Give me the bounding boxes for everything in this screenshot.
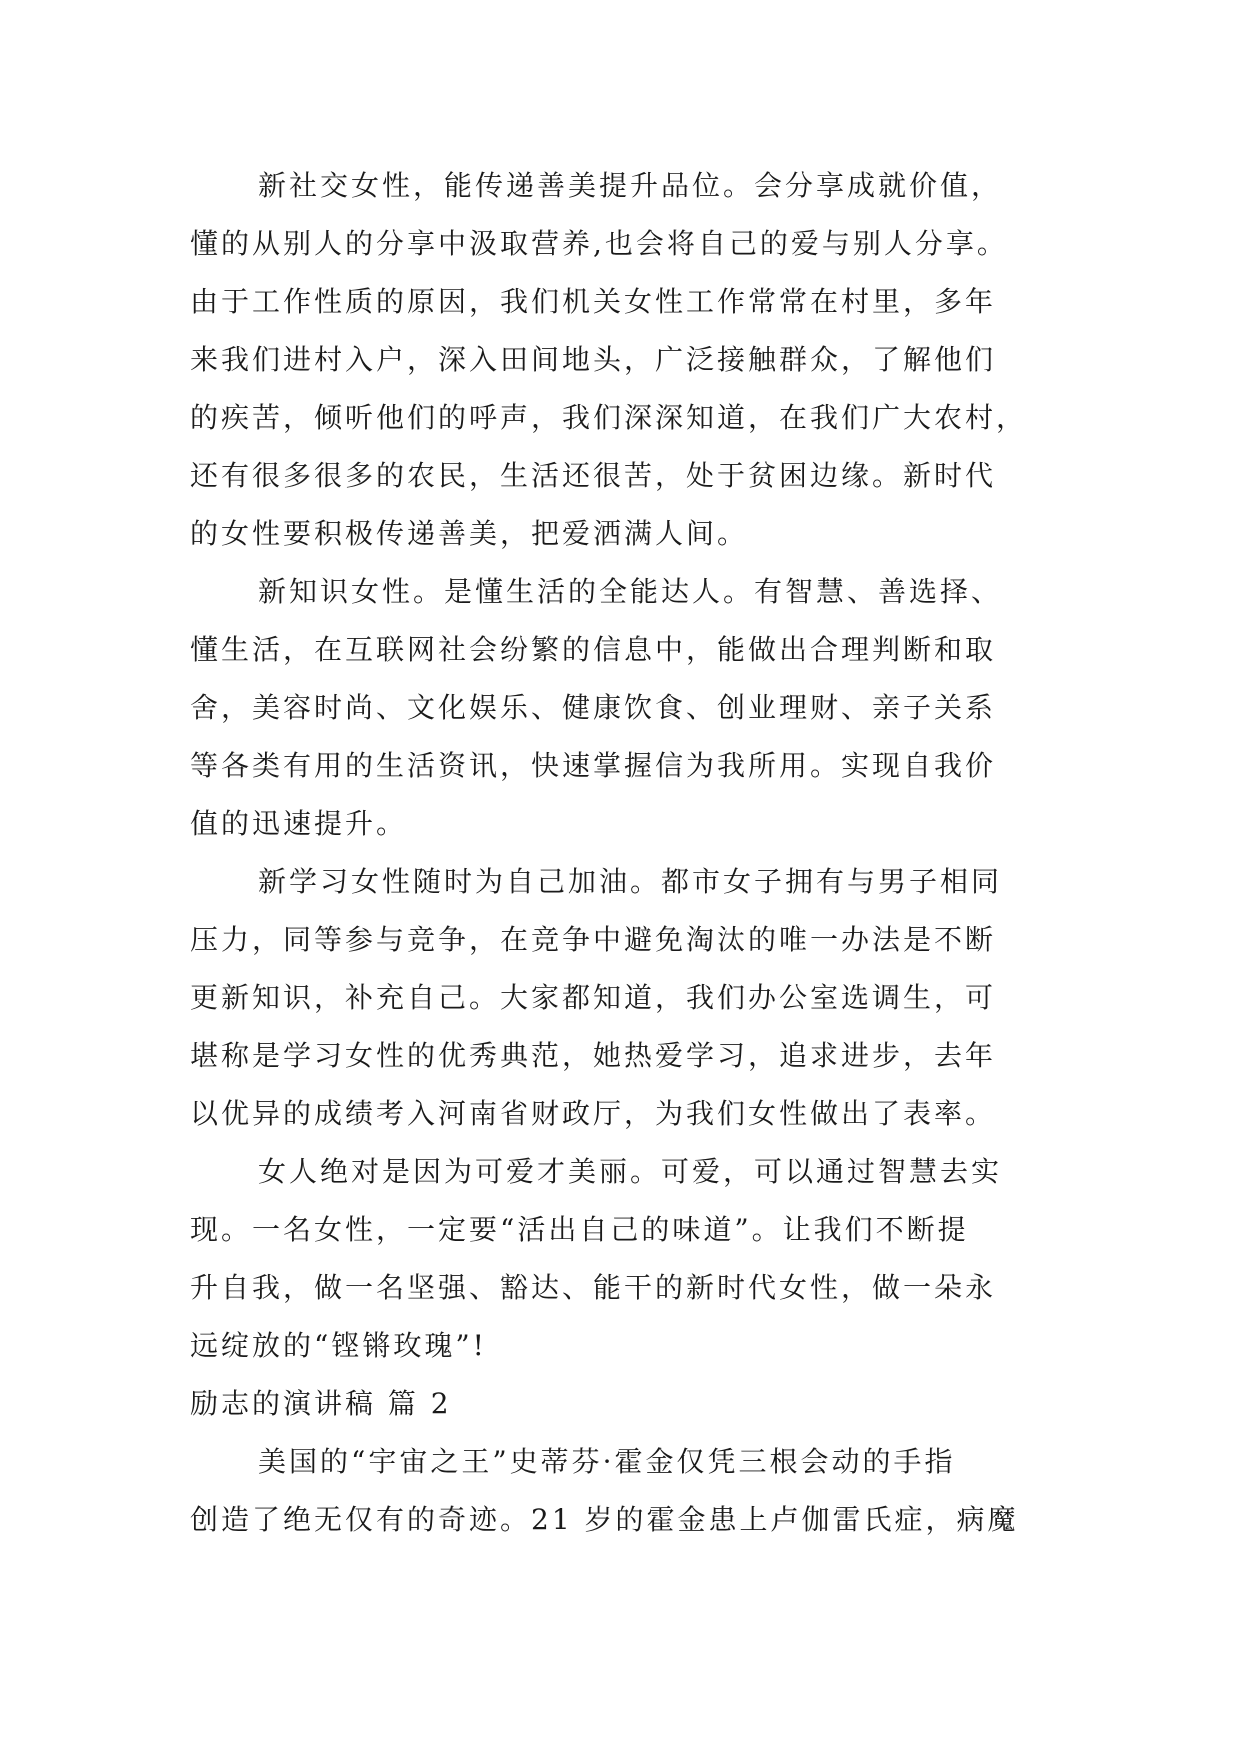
- paragraph-line: 新学习女性随时为自己加油。都市女子拥有与男子相同: [258, 865, 1003, 898]
- paragraph-line: 现。一名女性，一定要“活出自己的味道”。让我们不断提: [190, 1213, 969, 1246]
- paragraph-line: 等各类有用的生活资讯，快速掌握信为我所用。实现自我价: [190, 749, 997, 782]
- paragraph-line: 懂的从别人的分享中汲取营养,也会将自己的爱与别人分享。: [190, 227, 1008, 260]
- paragraph-line: 懂生活，在互联网社会纷繁的信息中，能做出合理判断和取: [190, 633, 997, 666]
- paragraph-line: 远绽放的“铿锵玫瑰”!: [190, 1329, 487, 1362]
- paragraph-line: 升自我，做一名坚强、豁达、能干的新时代女性，做一朵永: [190, 1271, 997, 1304]
- paragraph-line: 新社交女性，能传递善美提升品位。会分享成就价值，: [258, 169, 1003, 202]
- paragraph-line: 的疾苦，倾听他们的呼声，我们深深知道，在我们广大农村，: [190, 401, 1028, 434]
- paragraph-line: 还有很多很多的农民，生活还很苦，处于贫困边缘。新时代: [190, 459, 997, 492]
- paragraph-line: 美国的“宇宙之王”史蒂芬·霍金仅凭三根会动的手指: [258, 1445, 956, 1478]
- paragraph-line: 值的迅速提升。: [190, 807, 408, 840]
- paragraph-line: 来我们进村入户，深入田间地头，广泛接触群众，了解他们: [190, 343, 997, 376]
- paragraph-line: 新知识女性。是懂生活的全能达人。有智慧、善选择、: [258, 575, 1003, 608]
- paragraph-line: 堪称是学习女性的优秀典范，她热爱学习，追求进步，去年: [190, 1039, 997, 1072]
- paragraph-line: 更新知识，补充自己。大家都知道，我们办公室选调生，可: [190, 981, 997, 1014]
- paragraph-line: 由于工作性质的原因，我们机关女性工作常常在村里，多年: [190, 285, 997, 318]
- paragraph-line: 创造了绝无仅有的奇迹。21 岁的霍金患上卢伽雷氏症，病魔: [190, 1503, 1019, 1536]
- paragraph-line: 以优异的成绩考入河南省财政厅，为我们女性做出了表率。: [190, 1097, 997, 1130]
- paragraph-line: 压力，同等参与竞争，在竞争中避免淘汰的唯一办法是不断: [190, 923, 997, 956]
- paragraph-line: 舍，美容时尚、文化娱乐、健康饮食、创业理财、亲子关系: [190, 691, 997, 724]
- paragraph-line: 的女性要积极传递善美，把爱洒满人间。: [190, 517, 749, 550]
- section-heading: 励志的演讲稿 篇 2: [190, 1387, 452, 1420]
- paragraph-line: 女人绝对是因为可爱才美丽。可爱，可以通过智慧去实: [258, 1155, 1003, 1188]
